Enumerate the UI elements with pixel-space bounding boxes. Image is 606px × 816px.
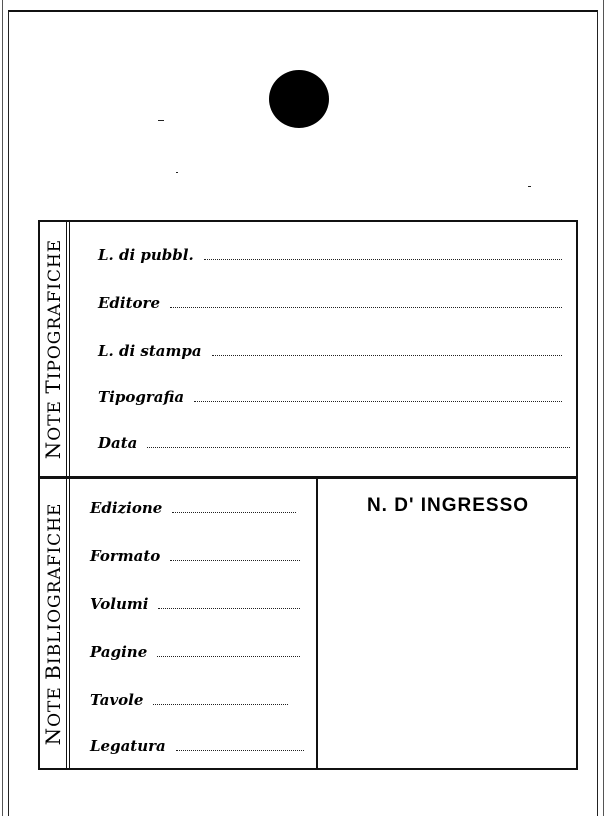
column-divider <box>316 479 318 768</box>
field-edizione[interactable] <box>90 499 296 517</box>
field-tipografia[interactable] <box>98 388 562 406</box>
field-line <box>170 306 562 308</box>
field-label: Data <box>98 434 138 452</box>
field-tavole[interactable] <box>90 691 288 709</box>
field-label: Pagine <box>90 643 148 661</box>
field-formato[interactable] <box>90 547 300 565</box>
field-line <box>194 400 562 402</box>
field-label: Volumi <box>90 595 149 613</box>
speck <box>176 172 178 173</box>
field-line <box>170 559 300 561</box>
note-bibliografiche-sidebar <box>40 479 70 768</box>
speck <box>158 120 164 121</box>
field-label: L. di pubbl. <box>98 246 194 264</box>
note-tipografiche-label: NOTE TIPOGRAFICHE <box>41 238 65 460</box>
field-label: Tipografia <box>98 388 185 406</box>
numero-ingresso-label: N. D' INGRESSO <box>366 495 530 516</box>
field-label: L. di stampa <box>98 342 202 360</box>
field-line <box>212 354 562 356</box>
field-line <box>176 749 304 751</box>
note-bibliografiche-section <box>40 479 576 768</box>
field-luogo-pubblicazione[interactable] <box>98 246 562 264</box>
field-label: Formato <box>90 547 161 565</box>
field-line <box>147 446 570 448</box>
field-label: Legatura <box>90 737 166 755</box>
field-line <box>172 511 296 513</box>
catalog-form <box>38 220 578 770</box>
field-luogo-stampa[interactable] <box>98 342 562 360</box>
note-tipografiche-sidebar <box>40 222 70 476</box>
field-editore[interactable] <box>98 294 562 312</box>
field-volumi[interactable] <box>90 595 300 613</box>
punch-hole <box>269 70 329 128</box>
note-tipografiche-section <box>40 222 576 479</box>
field-legatura[interactable] <box>90 737 304 755</box>
field-line <box>153 703 288 705</box>
speck <box>528 186 531 187</box>
left-scan-edge <box>2 0 3 816</box>
field-label: Tavole <box>90 691 144 709</box>
field-line <box>158 607 300 609</box>
note-bibliografiche-label: NOTE BIBLIOGRAFICHE <box>41 502 65 745</box>
right-scan-edge <box>603 0 604 816</box>
field-label: Editore <box>98 294 160 312</box>
field-label: Edizione <box>90 499 163 517</box>
field-line <box>157 655 300 657</box>
field-data[interactable] <box>98 434 570 452</box>
field-line <box>204 258 562 260</box>
field-pagine[interactable] <box>90 643 300 661</box>
